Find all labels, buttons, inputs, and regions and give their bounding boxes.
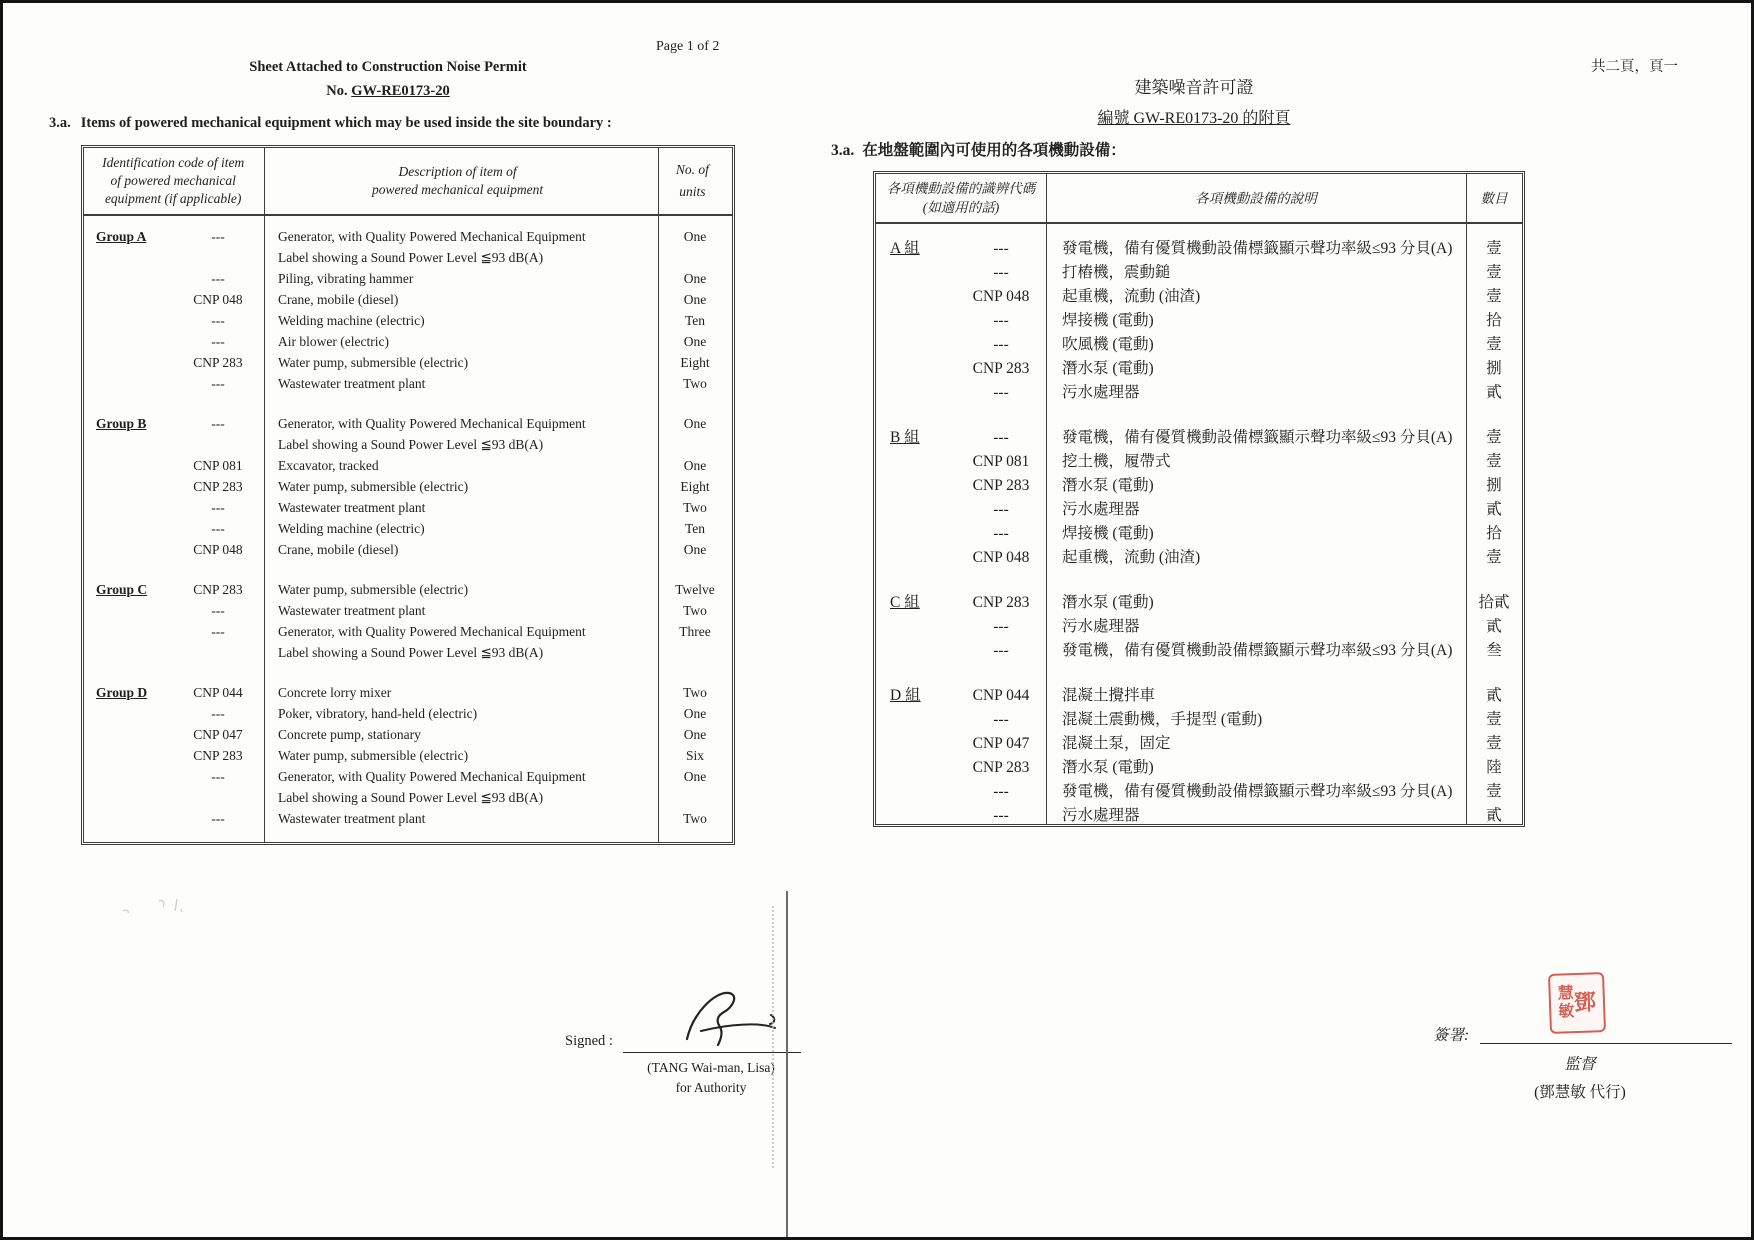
- equipment-code: ---: [993, 618, 1009, 635]
- units-cell: Twelve: [675, 582, 715, 597]
- description-cell: Generator, with Quality Powered Mechanical Equipment Label showing a Sound Power Level ≦93 dB(A): [278, 416, 586, 452]
- description-cell: Generator, with Quality Powered Mechanical Equipment Label showing a Sound Power Level ≦93 dB(A): [278, 769, 586, 805]
- units-cell: 拾貳: [1478, 594, 1510, 611]
- code-cell: [84, 373, 264, 394]
- description-cell: 吹風機 (電動): [1062, 336, 1154, 353]
- signature-line: [623, 1052, 801, 1053]
- left-page-number: Page 1 of 2: [656, 39, 720, 54]
- equipment-code: CNP 047: [193, 727, 243, 742]
- equipment-row: [84, 703, 732, 724]
- equipment-code: CNP 048: [193, 292, 243, 307]
- units-cell: 壹: [1486, 735, 1502, 752]
- signatory-role: 監督: [1564, 1056, 1596, 1073]
- equipment-row: [876, 684, 1522, 708]
- code-cell: [876, 261, 1046, 285]
- group-spacer: [876, 405, 1522, 426]
- left-section-heading: [49, 115, 612, 132]
- group-label: Group A: [96, 229, 147, 244]
- equipment-code: ---: [211, 271, 225, 286]
- units-cell: 拾: [1486, 525, 1502, 542]
- equipment-row: [84, 413, 732, 455]
- units-cell: 貳: [1486, 501, 1502, 518]
- table-column-divider: [1046, 174, 1047, 824]
- code-cell: [84, 413, 264, 434]
- code-cell: [876, 639, 1046, 663]
- equipment-row: [84, 579, 732, 600]
- description-cell: Welding machine (electric): [278, 313, 425, 328]
- code-cell: [84, 766, 264, 787]
- equipment-code: CNP 283: [193, 355, 243, 370]
- units-cell: 壹: [1486, 264, 1502, 281]
- code-cell: [876, 381, 1046, 405]
- equipment-code: ---: [211, 500, 225, 515]
- equipment-row: [84, 289, 732, 310]
- description-cell: 挖土機，履帶式: [1062, 453, 1171, 470]
- code-cell: [876, 474, 1046, 498]
- code-cell: [84, 268, 264, 289]
- left-table-header: [84, 148, 732, 216]
- units-cell: One: [683, 292, 707, 307]
- units-cell: Three: [679, 624, 711, 639]
- equipment-row: [876, 237, 1522, 261]
- description-cell: 打樁機，震動鎚: [1062, 264, 1171, 281]
- equipment-row: [84, 373, 732, 394]
- code-cell: [84, 289, 264, 310]
- group-label: Group B: [96, 416, 147, 431]
- equipment-code: CNP 081: [193, 458, 243, 473]
- left-table-body: [84, 216, 732, 829]
- units-cell: Ten: [684, 521, 706, 536]
- left-equipment-table: [81, 145, 735, 845]
- code-cell: [876, 756, 1046, 780]
- description-cell: Air blower (electric): [278, 334, 389, 349]
- equipment-code: ---: [211, 769, 225, 784]
- equipment-row: [84, 518, 732, 539]
- units-cell: 貳: [1486, 618, 1502, 635]
- equipment-code: ---: [993, 264, 1009, 281]
- description-cell: 潛水泵 (電動): [1062, 360, 1154, 377]
- code-cell: [876, 498, 1046, 522]
- units-cell: One: [683, 727, 707, 742]
- units-cell: 叁: [1486, 642, 1502, 659]
- scan-divider-dots: [772, 906, 774, 1168]
- code-cell: [84, 476, 264, 497]
- equipment-row: [84, 310, 732, 331]
- equipment-code: CNP 283: [972, 759, 1030, 776]
- equipment-code: CNP 047: [972, 735, 1030, 752]
- signatory-name: (鄧慧敏 代行): [1534, 1084, 1626, 1101]
- equipment-code: ---: [993, 642, 1009, 659]
- units-cell: 捌: [1486, 360, 1502, 377]
- description-cell: Concrete lorry mixer: [278, 685, 392, 700]
- equipment-code: CNP 283: [193, 582, 243, 597]
- description-cell: Wastewater treatment plant: [278, 376, 426, 391]
- seal-char: 慧: [1557, 985, 1574, 1003]
- units-cell: One: [683, 458, 707, 473]
- equipment-row: [84, 455, 732, 476]
- units-cell: One: [683, 334, 707, 349]
- equipment-code: ---: [993, 501, 1009, 518]
- units-cell: One: [683, 706, 707, 721]
- equipment-code: ---: [211, 334, 225, 349]
- left-page-header: [83, 59, 693, 100]
- group-label: D 組: [890, 687, 921, 704]
- group-spacer: [84, 560, 732, 579]
- equipment-row: [84, 226, 732, 268]
- equipment-code: CNP 283: [193, 748, 243, 763]
- units-cell: 拾: [1486, 312, 1502, 329]
- equipment-code: ---: [993, 312, 1009, 329]
- code-cell: [876, 591, 1046, 615]
- right-page-title: 建築噪音許可證: [1134, 78, 1254, 97]
- units-cell: Two: [683, 500, 707, 515]
- description-cell: Excavator, tracked: [278, 458, 379, 473]
- units-cell: 壹: [1486, 453, 1502, 470]
- permit-number-line: [83, 83, 693, 100]
- equipment-code: ---: [993, 336, 1009, 353]
- group-spacer: [876, 663, 1522, 684]
- code-cell: [84, 703, 264, 724]
- code-cell: [876, 426, 1046, 450]
- header-no-of-units: No. of units: [675, 162, 709, 199]
- equipment-row: [876, 498, 1522, 522]
- right-table-body: [876, 224, 1522, 828]
- code-cell: [876, 522, 1046, 546]
- equipment-row: [876, 381, 1522, 405]
- right-section-text: 在地盤範圍內可使用的各項機動設備：: [862, 142, 1126, 159]
- right-signature-block: [1500, 1051, 1660, 1107]
- units-cell: 壹: [1486, 288, 1502, 305]
- description-cell: Wastewater treatment plant: [278, 603, 426, 618]
- right-section-heading: [831, 138, 1126, 160]
- units-cell: One: [683, 229, 707, 244]
- equipment-code: ---: [993, 429, 1009, 446]
- code-cell: [84, 352, 264, 373]
- units-cell: Six: [685, 748, 704, 763]
- table-column-divider: [658, 148, 659, 842]
- code-cell: [84, 724, 264, 745]
- right-equipment-table: [873, 171, 1525, 827]
- code-cell: [84, 310, 264, 331]
- equipment-code: CNP 044: [193, 685, 243, 700]
- left-section-text: Items of powered mechanical equipment which may be used inside the site boundary :: [80, 115, 612, 131]
- equipment-row: [84, 745, 732, 766]
- code-cell: [876, 684, 1046, 708]
- header-description: Description of item of powered mechanical equipment: [371, 164, 544, 197]
- signed-label-chinese: 簽署:: [1433, 1027, 1470, 1044]
- code-cell: [84, 497, 264, 518]
- units-cell: 貳: [1486, 807, 1502, 824]
- description-cell: Water pump, submersible (electric): [278, 582, 469, 597]
- description-cell: Generator, with Quality Powered Mechanical Equipment Label showing a Sound Power Level ≦93 dB(A): [278, 624, 586, 660]
- code-cell: [876, 708, 1046, 732]
- equipment-code: ---: [993, 240, 1009, 257]
- equipment-code: CNP 044: [972, 687, 1030, 704]
- signatory-name: (TANG Wai-man, Lisa): [647, 1060, 775, 1075]
- description-cell: Wastewater treatment plant: [278, 811, 426, 826]
- equipment-row: [84, 331, 732, 352]
- equipment-row: [84, 724, 732, 745]
- equipment-row: [876, 708, 1522, 732]
- equipment-row: [84, 766, 732, 808]
- units-cell: Ten: [684, 313, 706, 328]
- code-cell: [876, 780, 1046, 804]
- description-cell: Water pump, submersible (electric): [278, 748, 469, 763]
- equipment-row: [876, 639, 1522, 663]
- header-description: 各項機動設備的說明: [1195, 190, 1317, 206]
- description-cell: 潛水泵 (電動): [1062, 594, 1154, 611]
- description-cell: Water pump, submersible (electric): [278, 355, 469, 370]
- equipment-row: [84, 539, 732, 560]
- code-cell: [876, 357, 1046, 381]
- equipment-code: ---: [211, 811, 225, 826]
- equipment-code: CNP 048: [193, 542, 243, 557]
- description-cell: Wastewater treatment plant: [278, 500, 426, 515]
- code-cell: [876, 546, 1046, 570]
- units-cell: 貳: [1486, 687, 1502, 704]
- equipment-row: [876, 474, 1522, 498]
- equipment-row: [876, 522, 1522, 546]
- header-identification-code: Identification code of item of powered mechanical equipment (if applicable): [102, 155, 245, 206]
- code-cell: [84, 539, 264, 560]
- equipment-code: ---: [993, 783, 1009, 800]
- equipment-row: [84, 268, 732, 289]
- permit-number-prefix: No.: [326, 83, 352, 99]
- group-label: Group D: [96, 685, 148, 700]
- units-cell: Eight: [680, 479, 710, 494]
- group-label: Group C: [96, 582, 148, 597]
- group-spacer: [876, 570, 1522, 591]
- description-cell: 發電機，備有優質機動設備標籤顯示聲功率級≤93 分貝(A): [1062, 642, 1453, 659]
- description-cell: Generator, with Quality Powered Mechanical Equipment Label showing a Sound Power Level ≦93 dB(A): [278, 229, 586, 265]
- units-cell: One: [683, 416, 707, 431]
- equipment-code: CNP 283: [972, 360, 1030, 377]
- equipment-row: [876, 615, 1522, 639]
- left-page-title: Sheet Attached to Construction Noise Permit: [249, 59, 527, 75]
- equipment-code: ---: [211, 706, 225, 721]
- right-page-header: [944, 73, 1444, 128]
- equipment-code: ---: [211, 376, 225, 391]
- equipment-code: ---: [993, 384, 1009, 401]
- code-cell: [876, 450, 1046, 474]
- equipment-code: ---: [211, 416, 225, 431]
- description-cell: 污水處理器: [1062, 807, 1140, 824]
- description-cell: Water pump, submersible (electric): [278, 479, 469, 494]
- code-cell: [876, 285, 1046, 309]
- code-cell: [84, 455, 264, 476]
- group-label: A 組: [890, 240, 920, 257]
- description-cell: 潛水泵 (電動): [1062, 477, 1154, 494]
- equipment-row: [876, 546, 1522, 570]
- seal-char: 鄧: [1573, 989, 1597, 1016]
- description-cell: Crane, mobile (diesel): [278, 292, 399, 307]
- right-page-number: 共二頁，頁一: [1591, 59, 1678, 75]
- equipment-code: ---: [211, 521, 225, 536]
- equipment-code: CNP 283: [193, 479, 243, 494]
- description-cell: 混凝土泵，固定: [1062, 735, 1171, 752]
- code-cell: [876, 237, 1046, 261]
- table-column-divider: [264, 148, 265, 842]
- code-cell: [84, 579, 264, 600]
- description-cell: Crane, mobile (diesel): [278, 542, 399, 557]
- header-quantity: 數目: [1480, 190, 1508, 206]
- units-cell: One: [683, 542, 707, 557]
- table-column-divider: [1466, 174, 1467, 824]
- signed-label: Signed :: [565, 1033, 613, 1049]
- equipment-code: CNP 048: [972, 288, 1030, 305]
- right-table-header: [876, 174, 1522, 224]
- signature-line: [1480, 1043, 1732, 1044]
- equipment-code: ---: [211, 313, 225, 328]
- pencil-scribble: [119, 893, 189, 924]
- code-cell: [84, 808, 264, 829]
- units-cell: Two: [683, 603, 707, 618]
- description-cell: Poker, vibratory, hand-held (electric): [278, 706, 478, 721]
- description-cell: 起重機，流動 (油渣): [1062, 549, 1201, 566]
- description-cell: 起重機，流動 (油渣): [1062, 288, 1201, 305]
- right-section-label: 3.a.: [831, 142, 855, 159]
- group-label: B 組: [890, 429, 920, 446]
- units-cell: 壹: [1486, 783, 1502, 800]
- equipment-row: [876, 261, 1522, 285]
- equipment-row: [876, 285, 1522, 309]
- group-spacer: [84, 394, 732, 413]
- group-label: C 組: [890, 594, 920, 611]
- equipment-code: ---: [993, 807, 1009, 824]
- equipment-code: ---: [993, 525, 1009, 542]
- units-cell: Eight: [680, 355, 710, 370]
- description-cell: 混凝土震動機，手提型 (電動): [1062, 711, 1263, 728]
- description-cell: 混凝土攪拌車: [1062, 687, 1156, 704]
- header-identification-code: 各項機動設備的識辨代碼 (如適用的話): [886, 181, 1036, 215]
- units-cell: Two: [683, 811, 707, 826]
- code-cell: [876, 309, 1046, 333]
- equipment-row: [84, 497, 732, 518]
- description-cell: 潛水泵 (電動): [1062, 759, 1154, 776]
- units-cell: 壹: [1486, 429, 1502, 446]
- units-cell: 壹: [1486, 549, 1502, 566]
- code-cell: [84, 600, 264, 621]
- units-cell: One: [683, 769, 707, 784]
- units-cell: Two: [683, 376, 707, 391]
- equipment-row: [876, 591, 1522, 615]
- description-cell: 污水處理器: [1062, 501, 1140, 518]
- code-cell: [84, 518, 264, 539]
- seal-char: 敏: [1557, 1003, 1575, 1021]
- units-cell: 貳: [1486, 384, 1502, 401]
- description-cell: 污水處理器: [1062, 618, 1140, 635]
- equipment-row: [84, 621, 732, 663]
- equipment-row: [84, 352, 732, 373]
- units-cell: Two: [683, 685, 707, 700]
- left-signature-block: [611, 1058, 811, 1098]
- equipment-code: ---: [211, 603, 225, 618]
- equipment-row: [84, 682, 732, 703]
- units-cell: 壹: [1486, 240, 1502, 257]
- equipment-row: [84, 808, 732, 829]
- equipment-row: [84, 600, 732, 621]
- red-name-seal: [1548, 972, 1606, 1034]
- code-cell: [876, 804, 1046, 828]
- equipment-code: CNP 081: [972, 453, 1030, 470]
- equipment-row: [876, 780, 1522, 804]
- units-cell: 捌: [1486, 477, 1502, 494]
- equipment-row: [876, 732, 1522, 756]
- signatory-role: for Authority: [675, 1080, 747, 1095]
- code-cell: [84, 621, 264, 642]
- equipment-code: ---: [993, 711, 1009, 728]
- description-cell: 發電機，備有優質機動設備標籤顯示聲功率級≤93 分貝(A): [1062, 429, 1453, 446]
- permit-number: GW-RE0173-20: [351, 83, 450, 99]
- equipment-code: ---: [211, 624, 225, 639]
- description-cell: 發電機，備有優質機動設備標籤顯示聲功率級≤93 分貝(A): [1062, 240, 1453, 257]
- equipment-code: ---: [211, 229, 225, 244]
- equipment-code: CNP 283: [972, 477, 1030, 494]
- equipment-row: [876, 756, 1522, 780]
- description-cell: Concrete pump, stationary: [278, 727, 421, 742]
- group-spacer: [84, 663, 732, 682]
- units-cell: One: [683, 271, 707, 286]
- equipment-row: [876, 426, 1522, 450]
- code-cell: [876, 615, 1046, 639]
- description-cell: Welding machine (electric): [278, 521, 425, 536]
- code-cell: [84, 745, 264, 766]
- description-cell: 焊接機 (電動): [1062, 525, 1154, 542]
- units-cell: 壹: [1486, 711, 1502, 728]
- description-cell: 焊接機 (電動): [1062, 312, 1154, 329]
- code-cell: [876, 333, 1046, 357]
- units-cell: 陸: [1486, 759, 1502, 776]
- equipment-row: [876, 309, 1522, 333]
- description-cell: 污水處理器: [1062, 384, 1140, 401]
- description-cell: Piling, vibrating hammer: [278, 271, 414, 286]
- code-cell: [876, 732, 1046, 756]
- equipment-row: [876, 357, 1522, 381]
- left-section-label: 3.a.: [49, 115, 71, 131]
- equipment-row: [876, 450, 1522, 474]
- equipment-row: [876, 333, 1522, 357]
- code-cell: [84, 226, 264, 247]
- equipment-code: CNP 048: [972, 549, 1030, 566]
- equipment-code: CNP 283: [972, 594, 1030, 611]
- scan-divider-line: [786, 891, 788, 1240]
- right-permit-number-line: 編號 GW-RE0173-20 的附頁: [1097, 110, 1291, 127]
- code-cell: [84, 331, 264, 352]
- equipment-row: [84, 476, 732, 497]
- code-cell: [84, 682, 264, 703]
- equipment-row: [876, 804, 1522, 828]
- description-cell: 發電機，備有優質機動設備標籤顯示聲功率級≤93 分貝(A): [1062, 783, 1453, 800]
- units-cell: 壹: [1486, 336, 1502, 353]
